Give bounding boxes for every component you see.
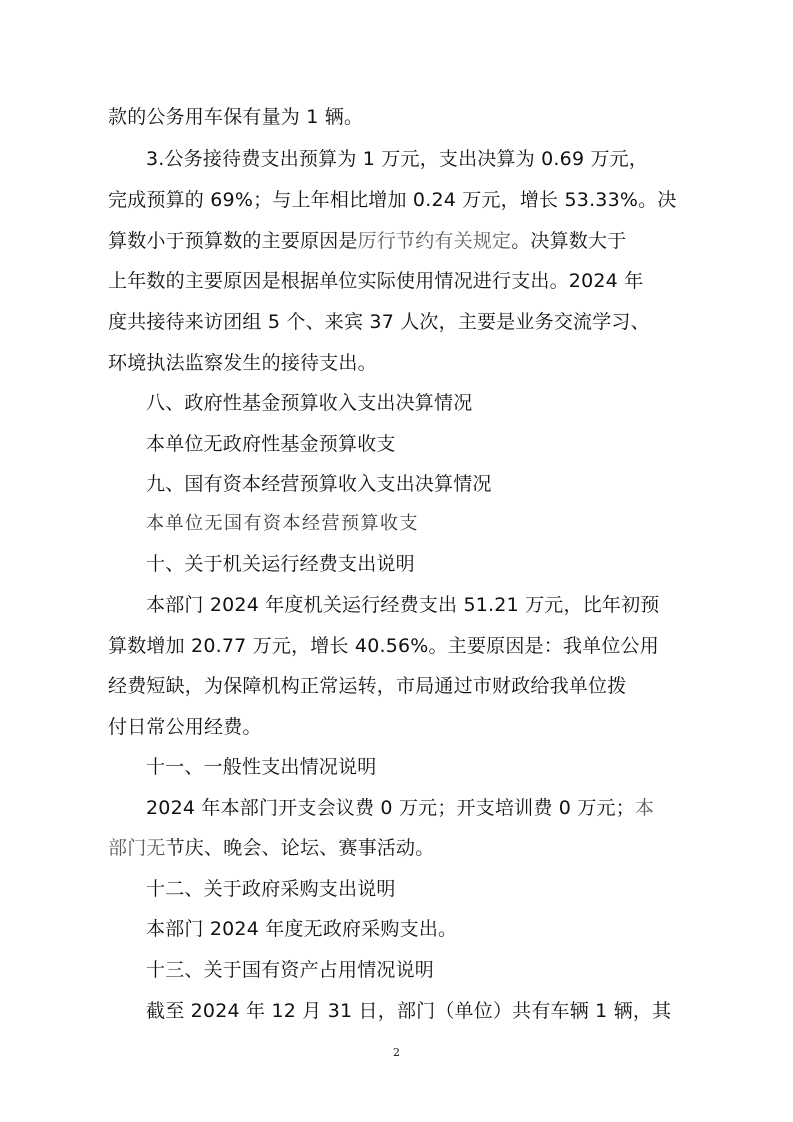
paragraph-line (108, 835, 434, 861)
paragraph-line: 截至 2024 年 12 月 31 日，部门（单位）共有车辆 1 辆，其 (146, 1000, 672, 1022)
paragraph-line: 3.公务接待费支出预算为 1 万元，支出决算为 0.69 万元， (146, 148, 649, 170)
paragraph-line: 款的公务用车保有量为 1 辆。 (108, 106, 364, 128)
highlighted-text: 部门无 (108, 837, 166, 859)
text-run: 节庆、晚会、论坛、赛事活动。 (165, 837, 435, 859)
paragraph-line (108, 228, 626, 254)
paragraph-line: 环境执法监察发生的接待支出。 (108, 352, 377, 374)
paragraph-line: 经费短缺，为保障机构正常运转，市局通过市财政给我单位拨 (108, 675, 627, 697)
section-heading: 十、关于机关运行经费支出说明 (146, 553, 415, 575)
paragraph-line (146, 795, 654, 821)
text-run: 2024 年本部门开支会议费 0 万元；开支培训费 0 万元； (146, 797, 635, 819)
paragraph-line: 本部门 2024 年度机关运行经费支出 51.21 万元，比年初预 (146, 594, 660, 616)
text-run: 算数小于预算数的主要原因是 (108, 230, 358, 252)
paragraph-line: 算数增加 20.77 万元，增长 40.56%。主要原因是：我单位公用 (108, 635, 659, 657)
paragraph-line: 本部门 2024 年度无政府采购支出。 (146, 918, 458, 940)
paragraph-line: 度共接待来访团组 5 个、来宾 37 人次，主要是业务交流学习、 (108, 311, 650, 333)
text-run: 。决算数大于 (511, 230, 627, 252)
paragraph-line: 上年数的主要原因是根据单位实际使用情况进行支出。2024 年 (108, 270, 644, 292)
paragraph-line: 本单位无政府性基金预算收支 (146, 433, 396, 455)
page-number: 2 (393, 1046, 400, 1059)
paragraph-line: 付日常公用经费。 (108, 716, 262, 738)
paragraph-line: 本单位无国有资本经营预算收支 (146, 513, 419, 534)
section-heading: 十一、一般性支出情况说明 (146, 756, 377, 778)
section-heading: 十二、关于政府采购支出说明 (146, 878, 396, 900)
section-heading: 十三、关于国有资产占用情况说明 (146, 959, 435, 981)
highlighted-text: 厉行节约有关规定 (357, 230, 512, 252)
section-heading: 九、国有资本经营预算收入支出决算情况 (146, 473, 492, 495)
highlighted-text: 本 (634, 797, 655, 819)
paragraph-line: 完成预算的 69%；与上年相比增加 0.24 万元，增长 53.33%。决 (108, 189, 677, 211)
section-heading: 八、政府性基金预算收入支出决算情况 (146, 392, 473, 414)
